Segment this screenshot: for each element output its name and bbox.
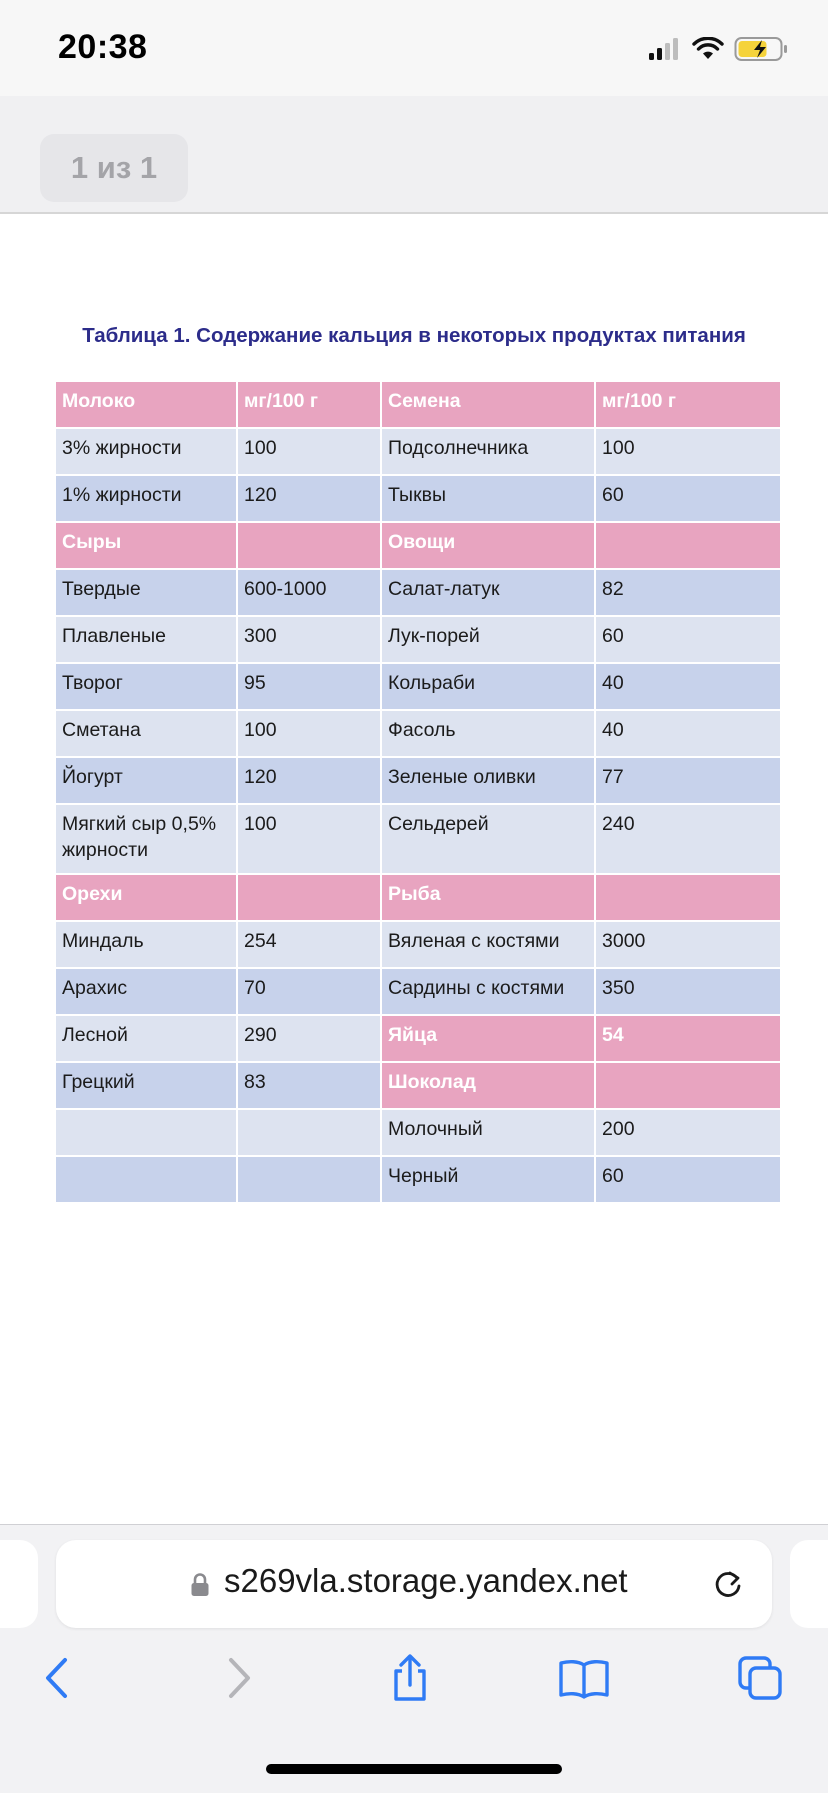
battery-charging-icon (734, 36, 790, 67)
table-section-header-cell (595, 1062, 781, 1109)
table-cell: Твердые (55, 569, 237, 616)
table-row (55, 428, 781, 475)
table-cell: 290 (237, 1015, 381, 1062)
table-section-header-cell: Шоколад (381, 1062, 595, 1109)
table-section-header-cell: Орехи (55, 874, 237, 921)
cellular-signal-icon (648, 37, 682, 66)
table-cell: Лесной (55, 1015, 237, 1062)
table-cell: 70 (237, 968, 381, 1015)
table-cell: 1% жирности (55, 475, 237, 522)
table-row (55, 1062, 781, 1109)
table-section-header-cell: 54 (595, 1015, 781, 1062)
tabs-icon[interactable] (730, 1648, 790, 1708)
table-cell: Салат-латук (381, 569, 595, 616)
table-cell: Кольраби (381, 663, 595, 710)
table-cell: 100 (595, 428, 781, 475)
table-cell: Молочный (381, 1109, 595, 1156)
table-cell: Грецкий (55, 1062, 237, 1109)
table-cell: 3% жирности (55, 428, 237, 475)
table-row (55, 475, 781, 522)
table-cell: 60 (595, 616, 781, 663)
table-cell: Арахис (55, 968, 237, 1015)
table-cell (237, 1109, 381, 1156)
table-cell: 77 (595, 757, 781, 804)
table-cell: Сардины с костями (381, 968, 595, 1015)
bookmarks-icon[interactable] (554, 1648, 614, 1708)
document-title: Таблица 1. Содержание кальция в некоторых продуктах питания (82, 324, 746, 347)
previous-tab-peek[interactable] (0, 1540, 38, 1628)
table-cell: 82 (595, 569, 781, 616)
table-cell: 60 (595, 1156, 781, 1203)
table-section-header-cell (237, 522, 381, 569)
table-section-header-cell: Молоко (55, 381, 237, 428)
table-cell: 100 (237, 710, 381, 757)
table-cell: Творог (55, 663, 237, 710)
table-section-header-cell: Яйца (381, 1015, 595, 1062)
calcium-table (54, 380, 782, 1204)
forward-icon[interactable] (208, 1648, 268, 1708)
table-row (55, 569, 781, 616)
table-cell: 3000 (595, 921, 781, 968)
table-cell: 100 (237, 804, 381, 874)
table-cell: Фасоль (381, 710, 595, 757)
table-cell: 350 (595, 968, 781, 1015)
table-row (55, 804, 781, 874)
table-cell: 60 (595, 475, 781, 522)
lock-icon (190, 1572, 210, 1603)
table-row (55, 874, 781, 921)
wifi-icon (692, 37, 724, 66)
table-cell: 254 (237, 921, 381, 968)
home-indicator (266, 1764, 562, 1774)
table-cell: 300 (237, 616, 381, 663)
address-bar[interactable] (56, 1540, 772, 1628)
table-cell: 200 (595, 1109, 781, 1156)
table-cell: Зеленые оливки (381, 757, 595, 804)
table-section-header-cell (237, 874, 381, 921)
table-row (55, 1015, 781, 1062)
back-icon[interactable] (28, 1648, 88, 1708)
table-row (55, 968, 781, 1015)
table-cell: 83 (237, 1062, 381, 1109)
next-tab-peek[interactable] (790, 1540, 828, 1628)
table-row (55, 921, 781, 968)
reload-icon[interactable] (710, 1566, 746, 1607)
table-cell (55, 1109, 237, 1156)
table-cell: Миндаль (55, 921, 237, 968)
table-section-header-cell (595, 874, 781, 921)
table-cell: 100 (237, 428, 381, 475)
table-cell: Вяленая с костями (381, 921, 595, 968)
table-cell: Сметана (55, 710, 237, 757)
share-icon[interactable] (380, 1648, 440, 1708)
url-text[interactable]: s269vla.storage.yandex.net (224, 1562, 628, 1599)
table-section-header-cell: Сыры (55, 522, 237, 569)
status-bar (0, 0, 828, 96)
table-cell: 40 (595, 663, 781, 710)
table-cell: Плавленые (55, 616, 237, 663)
table-section-header-cell: Семена (381, 381, 595, 428)
table-cell: 120 (237, 757, 381, 804)
status-time: 20:38 (58, 28, 148, 66)
table-row (55, 663, 781, 710)
table-row (55, 757, 781, 804)
table-cell: 40 (595, 710, 781, 757)
table-row (55, 381, 781, 428)
table-cell: Лук-порей (381, 616, 595, 663)
table-section-header-cell: Рыба (381, 874, 595, 921)
status-icons (648, 36, 790, 67)
page-counter: 1 из 1 (40, 134, 188, 202)
table-cell: 120 (237, 475, 381, 522)
table-cell: 600-1000 (237, 569, 381, 616)
table-cell: Йогурт (55, 757, 237, 804)
table-cell (237, 1156, 381, 1203)
table-cell: 95 (237, 663, 381, 710)
table-section-header-cell: мг/100 г (595, 381, 781, 428)
table-cell: Подсолнечника (381, 428, 595, 475)
table-row (55, 616, 781, 663)
table-section-header-cell: Овощи (381, 522, 595, 569)
table-section-header-cell (595, 522, 781, 569)
table-section-header-cell: мг/100 г (237, 381, 381, 428)
table-cell (55, 1156, 237, 1203)
table-row (55, 710, 781, 757)
table-cell: Мягкий сыр 0,5% жирности (55, 804, 237, 874)
table-row (55, 522, 781, 569)
table-cell: Черный (381, 1156, 595, 1203)
table-row (55, 1109, 781, 1156)
pdf-toolbar (0, 96, 828, 214)
table-cell: 240 (595, 804, 781, 874)
table-cell: Тыквы (381, 475, 595, 522)
table-cell: Сельдерей (381, 804, 595, 874)
table-row (55, 1156, 781, 1203)
